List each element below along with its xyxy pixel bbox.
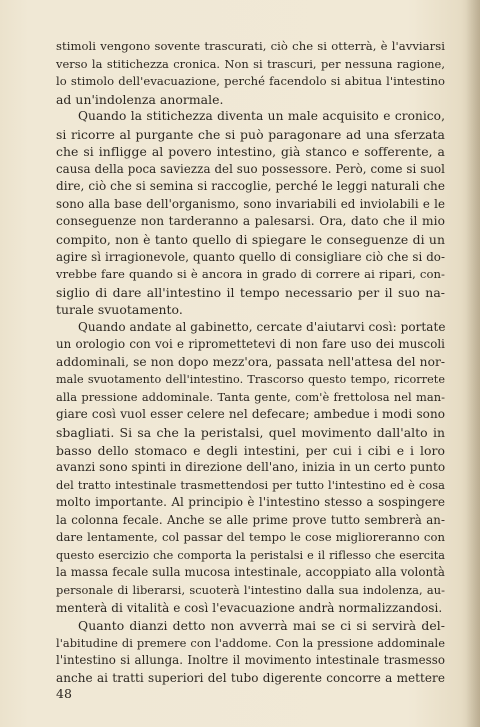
text-line: dare lentamente, col passar del tempo le cose miglioreranno con <box>56 530 445 545</box>
body-text <box>56 38 445 687</box>
text-line: agire sì irragionevole, quanto quello di consigliare ciò che si do- <box>56 249 445 264</box>
text-line: basso dello stomaco e degli intestini, per cui i cibi e i loro <box>56 442 445 458</box>
text-line: dire, ciò che si semina si raccoglie, perché le leggi naturali che <box>56 179 445 194</box>
text-line: lo stimolo dell'evacuazione, perché facendolo si abitua l'intestino <box>56 74 445 89</box>
text-line: Quando andate al gabinetto, cercate d'aiutarvi così: portate <box>78 319 446 334</box>
text-line: verso la stitichezza cronica. Non si trascuri, per nessuna ragione, <box>56 56 445 71</box>
text-line: anche ai tratti superiori del tubo digerente concorre a mettere <box>56 670 445 685</box>
text-line: turale svuotamento. <box>56 302 183 318</box>
text-line: del tratto intestinale trasmettendosi per tutto l'intestino ed è cosa <box>56 477 445 492</box>
text-line: giare così vuol esser celere nel defecare; ambedue i modi sono <box>56 407 445 422</box>
text-line: sbagliati. Si sa che la peristalsi, quel movimento dall'alto in <box>56 425 445 441</box>
text-line: si ricorre al purgante che si può paragonare ad una sferzata <box>56 126 445 142</box>
text-line: Quando la stitichezza diventa un male acquisito e cronico, <box>78 109 445 124</box>
text-line: alla pressione addominale. Tanta gente, com'è frettolosa nel man- <box>56 389 445 404</box>
text-line: avanzi sono spinti in direzione dell'ano, inizia in un certo punto <box>56 460 446 475</box>
text-line: l'abitudine di premere con l'addome. Con la pressione addominale <box>56 635 445 650</box>
text-line: Quanto dianzi detto non avverrà mai se ci si servirà del- <box>78 618 445 634</box>
text-line: addominali, se non dopo mezz'ora, passata nell'attesa del nor- <box>56 354 445 369</box>
text-line: conseguenze non tarderanno a palesarsi. Ora, dato che il mio <box>56 214 445 229</box>
text-line: personale di liberarsi, scuoterà l'intestino dalla sua indolenza, au- <box>56 582 445 597</box>
text-line: compito, non è tanto quello di spiegare le conseguenze di un <box>56 232 445 248</box>
text-line: stimoli vengono sovente trascurati, ciò che si otterrà, è l'avviarsi <box>56 39 445 53</box>
text-line: vrebbe fare quando si è ancora in grado di correre ai ripari, con- <box>56 267 445 282</box>
text-line: molto importante. Al principio è l'intestino stesso a sospingere <box>56 495 445 510</box>
text-line: la massa fecale sulla mucosa intestinale, accoppiato alla volontà <box>56 565 445 580</box>
text-line: siglio di dare all'intestino il tempo necessario per il suo na- <box>56 284 445 300</box>
text-line: questo esercizio che comporta la peristalsi e il riflesso che esercita <box>56 548 445 562</box>
text-line: ad un'indolenza anormale. <box>56 91 224 107</box>
text-line: che si infligge al povero intestino, già stanco e sofferente, a <box>56 144 445 160</box>
text-line: male svuotamento dell'intestino. Trascorso questo tempo, ricorrete <box>56 373 445 387</box>
text-line: la colonna fecale. Anche se alle prime prove tutto sembrerà an- <box>56 512 445 527</box>
text-line: sono alla base dell'organismo, sono invariabili ed inviolabili e le <box>56 196 445 211</box>
text-line: causa della poca saviezza del suo possessore. Però, come si suol <box>56 161 445 176</box>
page-number: 48 <box>56 686 72 701</box>
text-line: un orologio con voi e ripromettetevi di non fare uso dei muscoli <box>56 337 445 352</box>
text-line: l'intestino si allunga. Inoltre il movimento intestinale trasmesso <box>56 653 445 668</box>
text-line: menterà di vitalità e così l'evacuazione andrà normalizzandosi. <box>56 600 443 615</box>
